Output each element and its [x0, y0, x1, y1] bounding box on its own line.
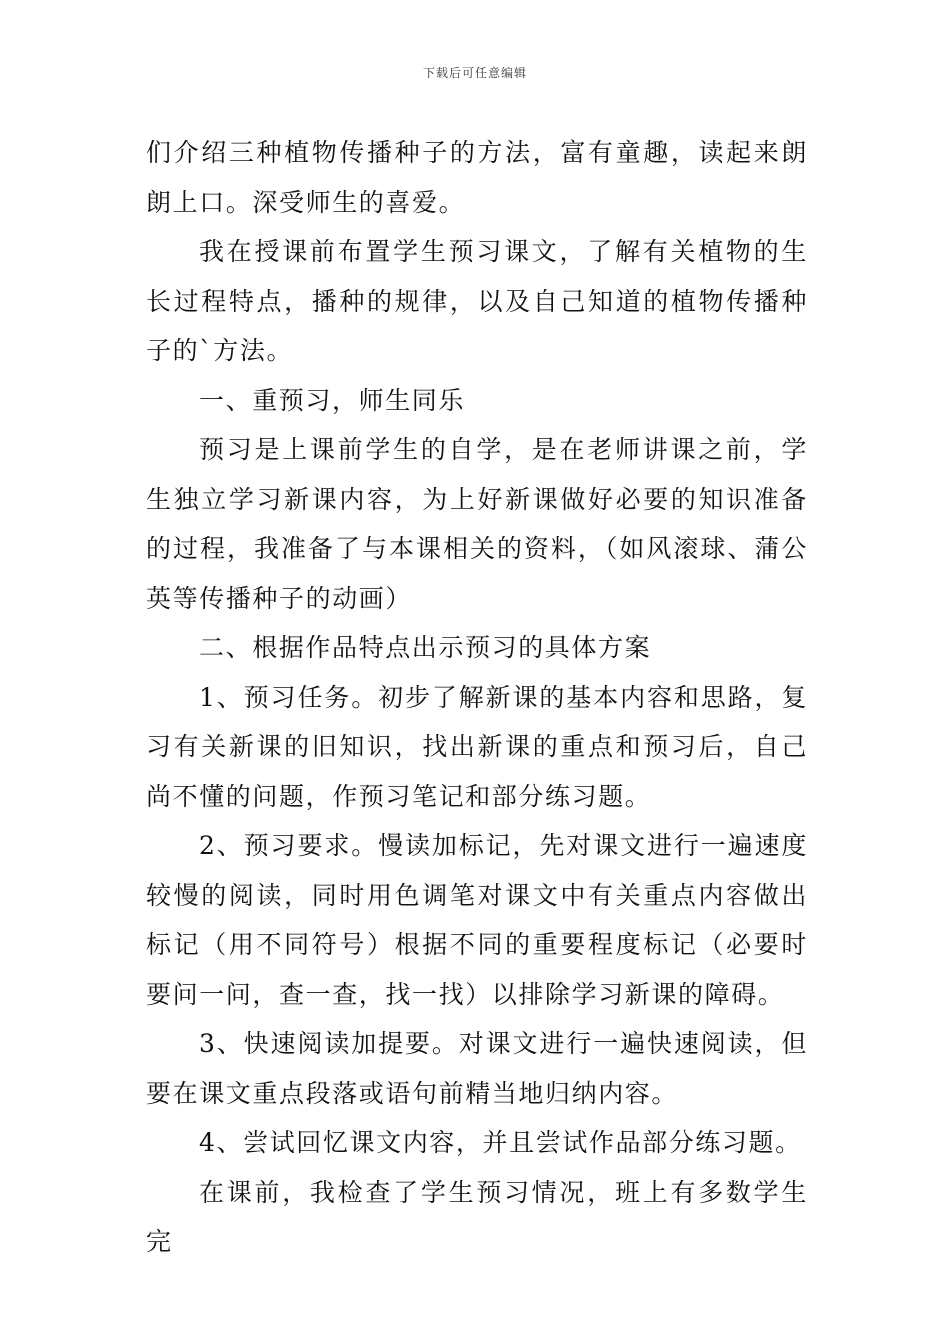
list-item-1: 1、预习任务。初步了解新课的基本内容和思路，复习有关新课的旧知识，找出新课的重点和预习后，自己尚不懂的问题，作预习笔记和部分练习题。 [146, 682, 808, 811]
section-heading-1: 一、重预习，师生同乐 [199, 385, 466, 415]
list-item-3: 3、快速阅读加提要。对课文进行一遍快速阅读，但要在课文重点段落或语句前精当地归纳内容。 [146, 1029, 808, 1108]
list-item-4: 4、尝试回忆课文内容，并且尝试作品部分练习题。 [199, 1128, 802, 1157]
paragraph-continuation: 们介绍三种植物传播种子的方法，富有童趣，读起来朗朗上口。深受师生的喜爱。 [146, 138, 808, 217]
section-heading-2: 二、根据作品特点出示预习的具体方案 [199, 633, 652, 662]
document-body [146, 128, 808, 1267]
page-header: 下载后可任意编辑 [422, 66, 527, 80]
list-item-2: 2、预习要求。慢读加标记，先对课文进行一遍速度较慢的阅读，同时用色调笔对课文中有关重点内容做出标记（用不同符号）根据不同的重要程度标记（必要时要问一问，查一查，找一找）以排除学习新课的障碍。 [146, 831, 808, 1009]
paragraph-preview-definition: 预习是上课前学生的自学，是在老师讲课之前，学生独立学习新课内容，为上好新课做好必要的知识准备的过程，我准备了与本课相关的资料，（如风滚球、蒲公英等传播种子的动画） [146, 435, 808, 613]
paragraph-preparation: 我在授课前布置学生预习课文，了解有关植物的生长过程特点，播种的规律，以及自己知道的植物传播种子的`方法。 [146, 237, 808, 365]
paragraph-final: 在课前，我检查了学生预习情况，班上有多数学生完 [146, 1177, 808, 1256]
